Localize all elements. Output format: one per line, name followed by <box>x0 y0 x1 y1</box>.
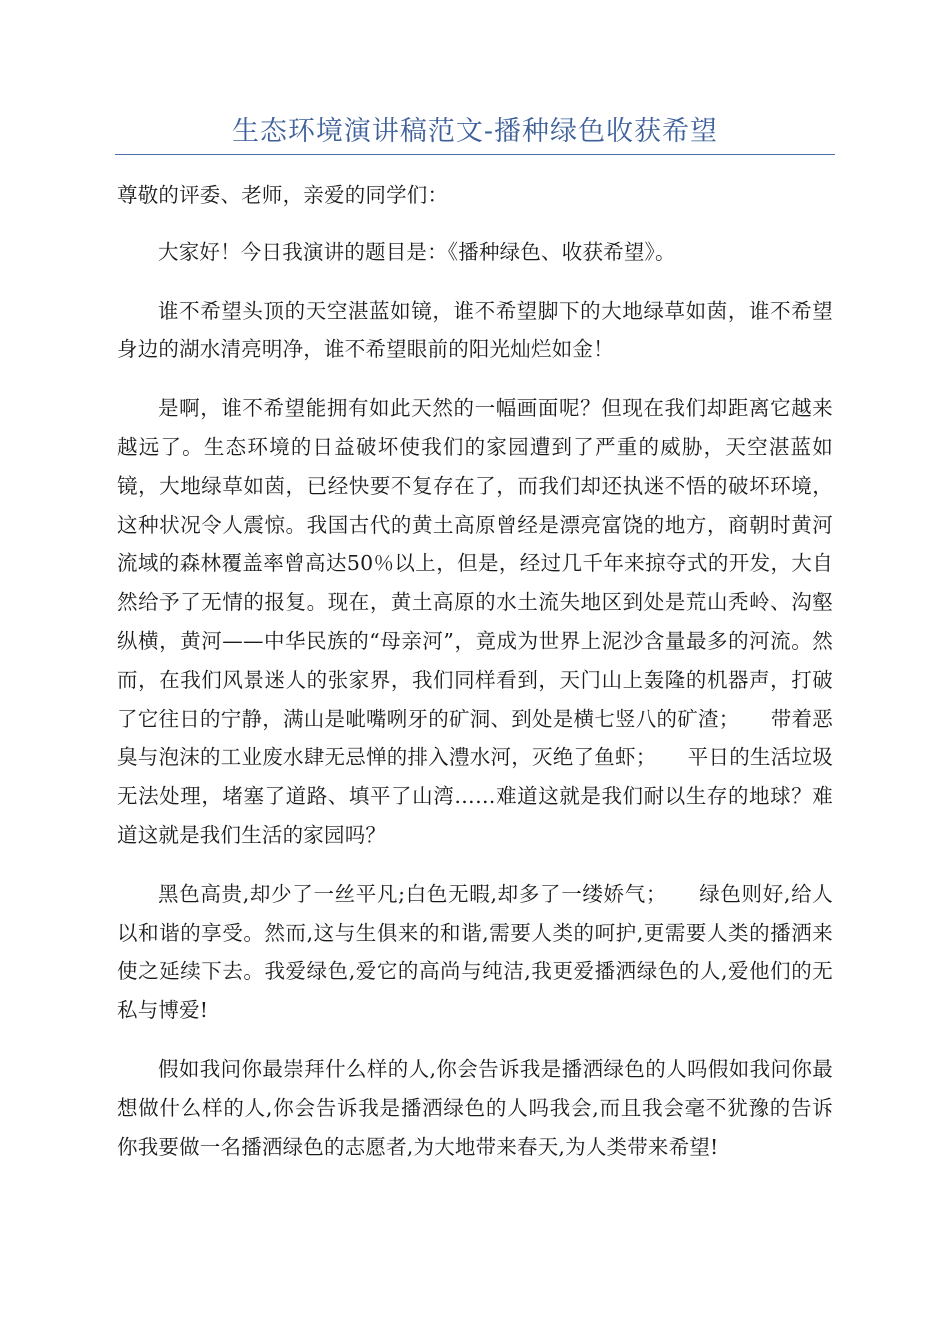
title-underline <box>115 154 835 155</box>
body-paragraph: 谁不希望头顶的天空湛蓝如镜，谁不希望脚下的大地绿草如茵，谁不希望身边的湖水清亮明净，谁不希望眼前的阳光灿烂如金！ <box>117 298 833 362</box>
body-paragraph: 假如我问你最崇拜什么样的人,你会告诉我是播洒绿色的人吗假如我问你最想做什么样的人,你会告诉我是播洒绿色的人吗我会,而且我会毫不犹豫的告诉你我要做一名播洒绿色的志愿者,为大地带来春天,为人类带来希望! <box>117 1056 833 1159</box>
document-title: 生态环境演讲稿范文-播种绿色收获希望 <box>231 116 719 147</box>
body-paragraph: 黑色高贵,却少了一丝平凡;白色无暇,却多了一缕娇气； 绿色则好,给人以和谐的享受。然而,这与生俱来的和谐,需要人类的呵护,更需要人类的播洒来使之延续下去。我爱绿色,爱它的高尚与纯洁,我更爱播洒绿色的人,爱他们的无私与博爱! <box>117 881 833 1023</box>
salutation-paragraph: 尊敬的评委、老师，亲爱的同学们： <box>117 183 449 207</box>
greeting-paragraph: 大家好！今日我演讲的题目是：《播种绿色、收获希望》。 <box>158 239 676 264</box>
document-body <box>117 176 833 1186</box>
body-paragraph: 是啊，谁不希望能拥有如此天然的一幅画面呢？但现在我们却距离它越来越远了。生态环境的日益破坏使我们的家园遭到了严重的威胁，天空湛蓝如镜，大地绿草如茵，已经快要不复存在了，而我们却还执迷不悟的破坏环境，这种状况令人震惊。我国古代的黄土高原曾经是漂亮富饶的地方，商朝时黄河流域的森林覆盖率曾高达50％以上，但是，经过几千年来掠夺式的开发，大自然给予了无情的报复。现在，黄土高原的水土流失地区到处是荒山秃岭、沟壑纵横，黄河——中华民族的“母亲河”，竟成为世界上泥沙含量最多的河流。然而，在我们风景迷人的张家界，我们同样看到，天门山上轰隆的机器声，打破了它往日的宁静，满山是呲嘴咧牙的矿洞、到处是横七竖八的矿渣； 带着恶臭与泡沫的工业废水肆无忌惮的排入澧水河，灭绝了鱼虾； 平日的生活垃圾无法处理，堵塞了道路、填平了山湾……难道这就是我们耐以生存的地球？难道这就是我们生活的家园吗？ <box>117 396 833 847</box>
